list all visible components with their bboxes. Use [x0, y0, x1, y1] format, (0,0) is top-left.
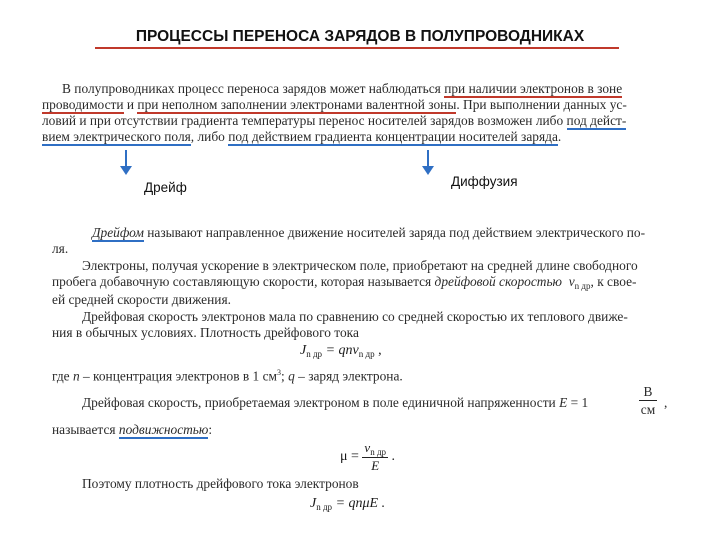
drift-def-line-2: ля.: [52, 241, 69, 256]
mobility-formula: μ = $\frac{\nu_{n др}}{E}$ .: [340, 440, 396, 473]
drift-label: Дрейф: [144, 180, 187, 195]
drift-text-line-3: Электроны, получая ускорение в электрическом поле, приобретают на средней длине свободного: [82, 258, 638, 273]
drift-text-line-5: ей средней скорости движения.: [52, 292, 231, 307]
concentration-line: где n – концентрация электронов в 1 $см^3$; q – заряд электрона.: [52, 368, 403, 384]
unit-field-line: Дрейфовая скорость, приобретаемая электроном в поле единичной напряженности E = 1: [82, 395, 589, 410]
title-underline: [95, 47, 619, 49]
mobility-line: называется подвижностью:: [52, 422, 213, 437]
diffusion-arrow-icon: [422, 166, 434, 175]
diffusion-label: Диффузия: [451, 174, 518, 189]
final-text-line: Поэтому плотность дрейфового тока электронов: [82, 476, 359, 491]
unit-comma: ,: [664, 395, 668, 410]
page-title: ПРОЦЕССЫ ПЕРЕНОСА ЗАРЯДОВ В ПОЛУПРОВОДНИКАХ: [135, 28, 585, 45]
drift-text-line-7: ния в обычных условиях. Плотность дрейфового тока: [52, 325, 359, 340]
final-formula: $J_{n др} = qn\mu E$ .: [310, 496, 386, 512]
drift-def-line-1: Дрейфом называют направленное движение носителей заряда под действием электрического по-: [92, 225, 646, 240]
unit-fraction: $\frac{В}{см}$: [640, 384, 656, 417]
intro-line-1: В полупроводниках процесс переноса зарядов может наблюдаться при наличии электронов в зоне: [62, 81, 623, 96]
drift-text-line-4: пробега добавочную составляющую скорости, которая называется дрейфовой скоростью $\nu_{n др}$, к свое-: [52, 274, 637, 291]
intro-line-2: проводимости и при неполном заполнении электронами валентной зоны. При выполнении данных ус-: [42, 97, 627, 112]
drift-text-line-6: Дрейфовая скорость электронов мала по сравнению со средней скоростью их теплового движе-: [82, 309, 628, 324]
intro-line-4: вием электрического поля, либо под действием градиента концентрации носителей заряда.: [42, 129, 562, 144]
intro-line-3: ловий и при отсутствии градиента температуры перенос носителей зарядов возможен либо под дейст-: [42, 113, 627, 128]
drift-current-formula: $J_{n др} = qn\nu_{n др}$ ,: [300, 343, 382, 359]
drift-arrow-icon: [120, 166, 132, 175]
